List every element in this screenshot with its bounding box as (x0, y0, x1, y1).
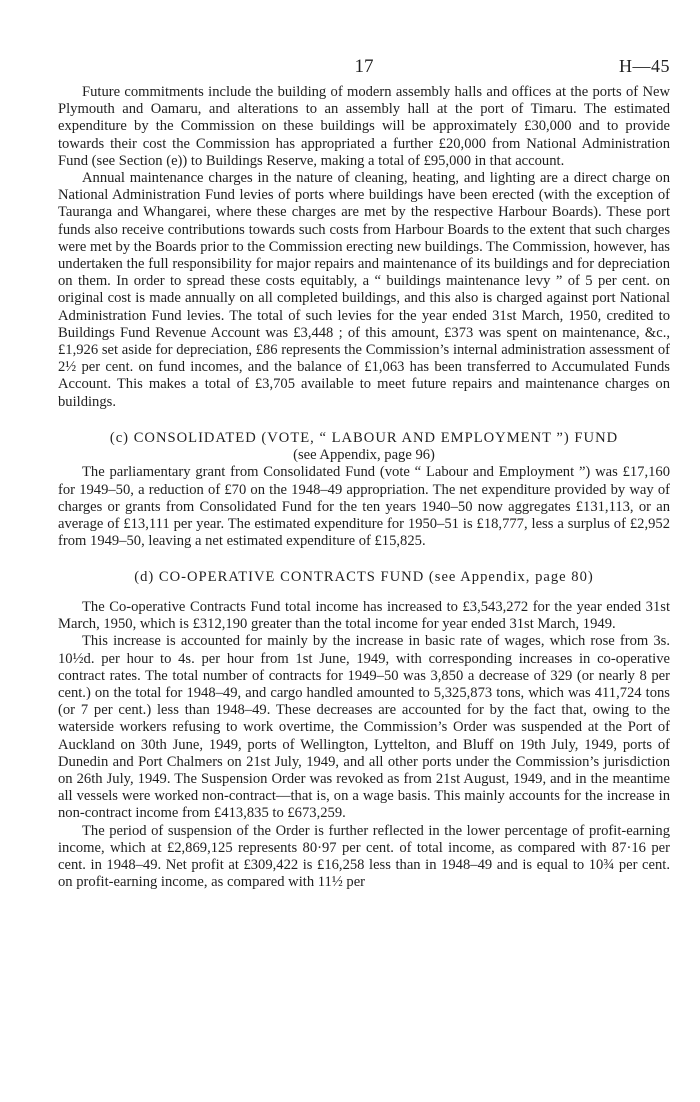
paragraph-maintenance-charges: Annual maintenance charges in the nature of cleaning, heating, and lighting are a direct charge on National Administration Fund levies of ports where buildings have been erected (with the exception of Tauranga and Whangarei, where these charges are met by the respective Harbour Boards). These port funds also receive contributions towards such costs from Harbour Boards to the extent that such charges were met by the Boards prior to the Commission erecting new buildings. The Commission, however, has undertaken the full responsibility for major repairs and maintenance of its buildings and for depreciation on them. In order to spread these costs equitably, a “ buildings maintenance levy ” of 5 per cent. on original cost is made annually on all completed buildings, and this also is charged against port National Administration Fund levies. The total of such levies for the year ended 31st March, 1950, credited to Buildings Fund Revenue Account was £3,448 ; of this amount, £373 was spent on maintenance, &c., £1,926 set aside for depreciation, £86 represents the Commission’s internal administration assessment of 2½ per cent. on fund incomes, and the balance of £1,063 has been transferred to Accumulated Funds Account. This makes a total of £3,705 available to meet future repairs and maintenance charges on buildings. (58, 170, 670, 410)
section-heading-consolidated-fund: (c) CONSOLIDATED (VOTE, “ LABOUR AND EMPLOYMENT ”) FUND (109, 429, 619, 446)
paragraph-increase-explanation: This increase is accounted for mainly by the increase in basic rate of wages, which rose from 3s. 10½d. per hour to 4s. per hour from 1st June, 1949, with corresponding increases in co-operative contract rates. The total number of contracts for 1949–50 was 3,850 a decrease of 329 (or nearly 8 per cent.) on the total for 1948–49, and cargo handled amounted to 5,325,873 tons, which was 411,724 tons (or 7 per cent.) less than 1948–49. These decreases are accounted for by the fact that, owing to the waterside workers refusing to work overtime, the Commission’s Order was suspended at the Port of Auckland on 30th June, 1949, ports of Wellington, Lyttelton, and Bluff on 19th July, 1949, ports of Dunedin and Port Chalmers on 21st July, 1949, and all other ports under the Commission’s jurisdiction on 26th July, 1949. The Suspension Order was revoked as from 21st August, 1949, and in the meantime all vessels were worked non-contract—that is, on a wage basis. This mainly accounts for the increase in non-contract income from £413,835 to £673,259. (58, 633, 670, 822)
paragraph-parliamentary-grant: The parliamentary grant from Consolidated Fund (vote “ Labour and Employment ”) was £17,160 for 1949–50, a reduction of £70 on the 1948–49 appropriation. The net expenditure provided by way of charges or grants from Consolidated Fund for the ten years 1940–50 now aggregates £131,113, or an average of £13,111 per year. The estimated expenditure for 1950–51 is £18,777, less a surplus of £2,952 from 1949–50, leaving a net estimated expenditure of £15,825. (58, 464, 670, 550)
paragraph-future-commitments: Future commitments include the building of modern assembly halls and offices at the ports of New Plymouth and Oamaru, and alterations to an assembly hall at the port of Timaru. The estimated expenditure by the Commission on these buildings will be approximately £30,000 and to provide towards their cost the Commission has appropriated a further £20,000 from National Administration Fund (see Section (e)) to Buildings Reserve, making a total of £95,000 in that account. (58, 84, 670, 169)
page-header (58, 54, 670, 84)
page-reference: H—45 (619, 56, 670, 76)
page-number: 17 (354, 56, 374, 77)
section-heading-cooperative-fund: (d) CO-OPERATIVE CONTRACTS FUND (see Appendix, page 80) (134, 569, 594, 586)
section-subheading-appendix-ref: (see Appendix, page 96) (293, 447, 435, 464)
paragraph-suspension-period: The period of suspension of the Order is further reflected in the lower percentage of profit-earning income, which at £2,869,125 represents 80·97 per cent. of total income, as compared with 87·16 per cent. in 1948–49. Net profit at £309,422 is £16,258 less than in 1948–49 and is equal to 10¾ per cent. on profit-earning income, as compared with 11½ per (58, 822, 670, 891)
document-page (58, 54, 670, 891)
paragraph-total-income: The Co-operative Contracts Fund total income has increased to £3,543,272 for the year ended 31st March, 1950, which is £312,190 greater than the total income for year ended 31st March, 1949. (58, 598, 670, 633)
